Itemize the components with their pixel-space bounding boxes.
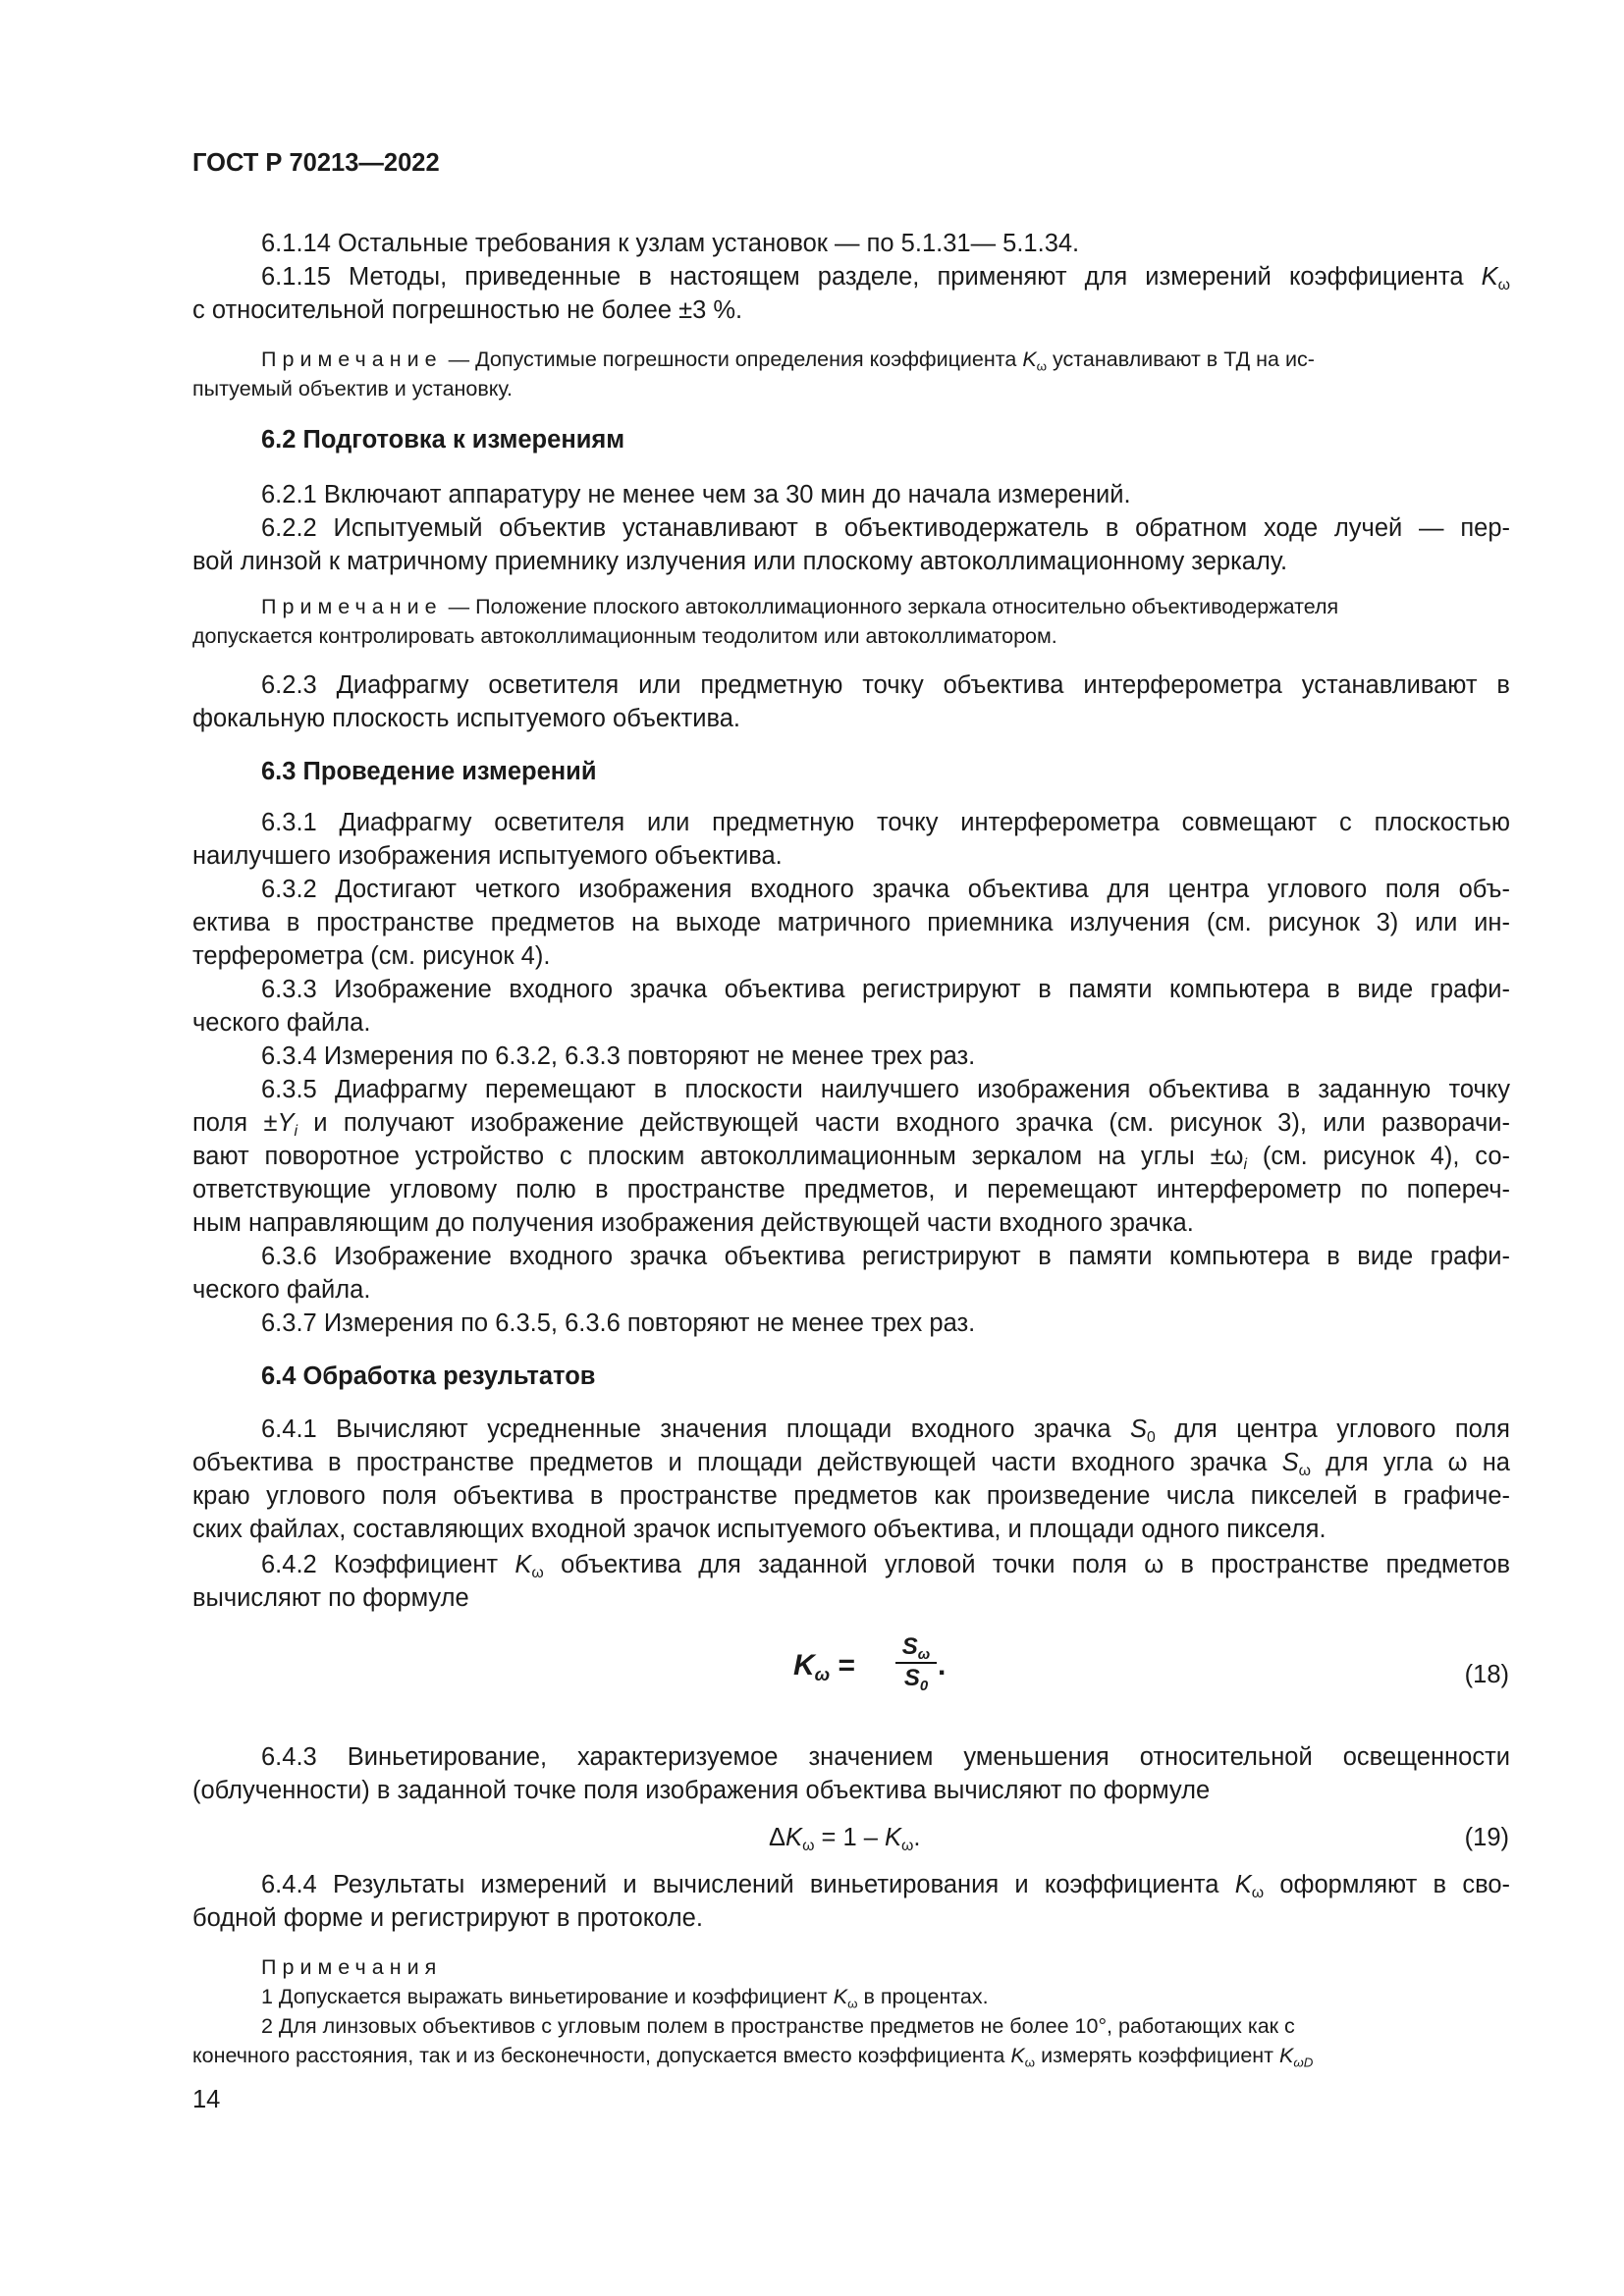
paragraph-6-2-3-line-2: фокальную плоскость испытуемого объектива. — [192, 705, 741, 732]
formula-18-fraction — [895, 1633, 937, 1692]
note-2-line-2: допускается контролировать автоколлимационным теодолитом или автоколлиматором. — [192, 624, 1057, 648]
paragraph-6-3-3-line-2: ческого файла. — [192, 1009, 371, 1037]
note-2-line-1: Примечание — Положение плоского автоколлимационного зеркала относительно объективодержателя — [261, 595, 1339, 618]
note-item-2-line-2: конечного расстояния, так и из бесконечности, допускается вместо коэффициента $K_\omega$ измерять коэффициент $K_{\omega D}$ — [192, 2044, 1314, 2070]
paragraph-6-3-2-line-3: терферометра (см. рисунок 4). — [192, 942, 551, 970]
note-item-2-line-1: 2 Для линзовых объективов с угловым полем в пространстве предметов не более 10°, работающих как с — [261, 2014, 1295, 2038]
paragraph-6-4-2-line-2: вычисляют по формуле — [192, 1584, 469, 1612]
paragraph-6-4-3-line-1: 6.4.3 Виньетирование, характеризуемое значением уменьшения относительной освещенности — [261, 1743, 1510, 1771]
equation-number-19: (19) — [1464, 1824, 1509, 1851]
paragraph-6-4-1-line-4: ских файлах, составляющих входной зрачок испытуемого объектива, и площади одного пикселя. — [192, 1516, 1326, 1543]
note-1-line-1: Примечание — Допустимые погрешности определения коэффициента $K_\omega$ устанавливают в ТД на ис- — [261, 347, 1315, 374]
paragraph-6-1-14: 6.1.14 Остальные требования к узлам установок — по 5.1.31— 5.1.34. — [261, 230, 1080, 257]
equation-number-18: (18) — [1464, 1661, 1509, 1688]
paragraph-6-2-2-line-2: вой линзой к матричному приемнику излучения или плоскому автоколлимационному зеркалу. — [192, 548, 1288, 575]
paragraph-6-4-2-line-1: 6.4.2 Коэффициент $K_\omega$ объектива для заданной угловой точки поля ω в пространстве предметов — [261, 1551, 1510, 1582]
formula-18-numerator: $S_\omega$ — [895, 1633, 937, 1664]
paragraph-6-2-2-line-1: 6.2.2 Испытуемый объектив устанавливают в объективодержатель в обратном ходе лучей — пер- — [261, 514, 1510, 542]
paragraph-6-3-5-line-5: ным направляющим до получения изображения действующей части входного зрачка. — [192, 1209, 1194, 1237]
paragraph-6-1-15-line-2: с относительной погрешностью не более ±3 %. — [192, 296, 743, 324]
paragraph-6-3-2-line-2: ектива в пространстве предметов на выходе матричного приемника излучения (см. рисунок 3) или ин- — [192, 909, 1510, 936]
section-heading-6-2: 6.2 Подготовка к измерениям — [261, 426, 625, 454]
paragraph-6-3-5-line-3: вают поворотное устройство с плоским автоколлимационным зеркалом на углы $\pm\omega_i$ (см. рисунок 4), со- — [192, 1143, 1510, 1174]
formula-18-lhs: $K_\omega$ = — [793, 1649, 856, 1684]
paragraph-6-3-6-line-2: ческого файла. — [192, 1276, 371, 1304]
section-heading-6-4: 6.4 Обработка результатов — [261, 1362, 596, 1390]
paragraph-6-3-1-line-2: наилучшего изображения испытуемого объектива. — [192, 842, 783, 870]
formula-19: $\Delta K_\omega = 1 - K_\omega$. — [769, 1824, 921, 1855]
paragraph-6-1-15-line-1: 6.1.15 Методы, приведенные в настоящем разделе, применяют для измерений коэффициента $K_\omega$ — [261, 263, 1510, 294]
paragraph-6-3-2-line-1: 6.3.2 Достигают четкого изображения входного зрачка объектива для центра углового поля объ- — [261, 876, 1510, 903]
paragraph-6-3-5-line-1: 6.3.5 Диафрагму перемещают в плоскости наилучшего изображения объектива в заданную точку — [261, 1076, 1510, 1103]
paragraph-6-4-4-line-2: бодной форме и регистрируют в протоколе. — [192, 1904, 703, 1932]
paragraph-6-3-3-line-1: 6.3.3 Изображение входного зрачка объектива регистрируют в памяти компьютера в виде графи- — [261, 976, 1510, 1003]
paragraph-6-4-4-line-1: 6.4.4 Результаты измерений и вычислений виньетирования и коэффициента $K_\omega$ оформляют в сво- — [261, 1871, 1511, 1902]
paragraph-6-2-3-line-1: 6.2.3 Диафрагму осветителя или предметную точку объектива интерферометра устанавливают в — [261, 671, 1510, 699]
paragraph-6-2-1: 6.2.1 Включают аппаратуру не менее чем за 30 мин до начала измерений. — [261, 481, 1131, 508]
paragraph-6-3-1-line-1: 6.3.1 Диафрагму осветителя или предметную точку интерферометра совмещают с плоскостью — [261, 809, 1510, 836]
paragraph-6-4-3-line-2: (облученности) в заданной точке поля изображения объектива вычисляют по формуле — [192, 1777, 1211, 1804]
paragraph-6-3-4: 6.3.4 Измерения по 6.3.2, 6.3.3 повторяют не менее трех раз. — [261, 1042, 976, 1070]
note-1-line-2: пытуемый объектив и установку. — [192, 377, 513, 400]
note-item-1: 1 Допускается выражать виньетирование и коэффициент $K_\omega$ в процентах. — [261, 1985, 989, 2011]
formula-18-denominator: $S_0$ — [903, 1665, 929, 1694]
section-heading-6-3: 6.3 Проведение измерений — [261, 758, 597, 785]
paragraph-6-3-5-line-2: поля $\pm Y_i$ и получают изображение действующей части входного зрачка (см. рисунок 3), или разворачи- — [192, 1109, 1510, 1141]
page-number: 14 — [192, 2086, 221, 2113]
paragraph-6-4-1-line-3: краю углового поля объектива в пространстве предметов как произведение числа пикселей в графиче- — [192, 1482, 1510, 1510]
notes-label: Примечания — [261, 1955, 443, 1979]
paragraph-6-3-7: 6.3.7 Измерения по 6.3.5, 6.3.6 повторяют не менее трех раз. — [261, 1309, 976, 1337]
paragraph-6-3-5-line-4: ответствующие угловому полю в пространстве предметов, и перемещают интерферометр по попереч- — [192, 1176, 1510, 1203]
paragraph-6-4-1-line-1: 6.4.1 Вычисляют усредненные значения площади входного зрачка $S_0$ для центра углового поля — [261, 1415, 1510, 1447]
page-header: ГОСТ Р 70213—2022 — [192, 149, 440, 177]
paragraph-6-3-6-line-1: 6.3.6 Изображение входного зрачка объектива регистрируют в памяти компьютера в виде графи- — [261, 1243, 1510, 1270]
paragraph-6-4-1-line-2: объектива в пространстве предметов и площади действующей части входного зрачка $S_\omega$ для угла ω на — [192, 1449, 1510, 1480]
